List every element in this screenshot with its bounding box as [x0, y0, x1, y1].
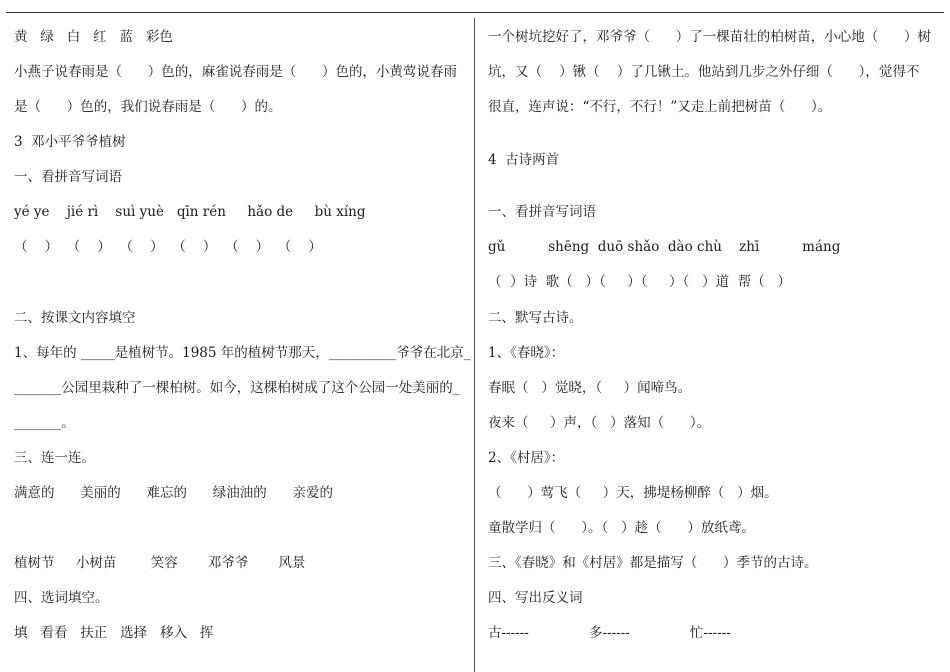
top-rule — [6, 12, 944, 13]
section-heading: 四、选词填空。 — [14, 590, 109, 606]
question-line: 三、《春晓》和《村居》都是描写（ ）季节的古诗。 — [488, 555, 818, 571]
poem-line: （ ）莺飞（ ）天，拂堤杨柳醉（ ）烟。 — [488, 485, 778, 501]
poem-title: 2、《村居》： — [488, 450, 565, 466]
fill-blank-line: 很直，连声说：“不行，不行！”又走上前把树苗（ ）。 — [488, 99, 832, 115]
matching-row-adjectives: 满意的 美丽的 难忘的 绿油油的 亲爱的 — [14, 485, 333, 501]
fill-blank-line: _______公园里栽种了一棵柏树。如今，这棵柏树成了这个公园一处美丽的_ — [14, 380, 460, 396]
answer-blanks-row: （ ） （ ） （ ） （ ） （ ） （ ） — [14, 239, 322, 255]
answer-blanks-row: （ ）诗 歌（ ）（ ）（ ）（ ）道 帮（ ） — [488, 274, 792, 290]
fill-blank-line: 1、每年的 _____是植树节。1985 年的植树节那天，__________爷爷在北京_ — [14, 345, 471, 361]
color-word-bank: 黄 绿 白 红 蓝 彩色 — [14, 29, 173, 45]
lesson-title: 4 古诗两首 — [488, 152, 560, 168]
pinyin-row: yé ye jié rì suì yuè qīn rén hǎo de bù xíng — [14, 204, 366, 220]
fill-blank-line: 小燕子说春雨是（ ）色的，麻雀说春雨是（ ）色的，小黄莺说春雨 — [14, 64, 457, 80]
fill-blank-line: 坑，又（ ）锹（ ）了几锹土。他站到几步之外仔细（ ），觉得不 — [488, 64, 920, 80]
fill-blank-line: 一个树坑挖好了，邓爷爷（ ）了一棵苗壮的柏树苗，小心地（ ）树 — [488, 29, 931, 45]
section-heading: 一、看拼音写词语 — [488, 204, 596, 220]
fill-blank-line: 是（ ）色的，我们说春雨是（ ）的。 — [14, 99, 282, 115]
lesson-title: 3 邓小平爷爷植树 — [14, 134, 126, 150]
section-heading: 三、连一连。 — [14, 450, 95, 466]
section-heading: 二、默写古诗。 — [488, 310, 583, 326]
poem-line: 童散学归（ ）。（ ）趁（ ）放纸鸢。 — [488, 520, 755, 536]
poem-title: 1、《春晓》： — [488, 345, 565, 361]
column-divider — [474, 18, 475, 672]
poem-line: 春眠（ ）觉晓，（ ）闻啼鸟。 — [488, 380, 692, 396]
fill-blank-line: _______。 — [14, 415, 75, 431]
antonym-row: 古------ 多------ 忙------ — [488, 625, 731, 641]
pinyin-row: gǔ shēng duō shǎo dào chù zhī máng — [488, 239, 841, 255]
matching-row-nouns: 植树节 小树苗 笑容 邓爷爷 风景 — [14, 555, 306, 571]
section-heading: 一、看拼音写词语 — [14, 169, 122, 185]
section-heading: 四、写出反义词 — [488, 590, 583, 606]
word-bank: 填 看看 扶正 选择 移入 挥 — [14, 625, 214, 641]
poem-line: 夜来（ ）声，（ ）落知（ ）。 — [488, 415, 711, 431]
section-heading: 二、按课文内容填空 — [14, 310, 136, 326]
